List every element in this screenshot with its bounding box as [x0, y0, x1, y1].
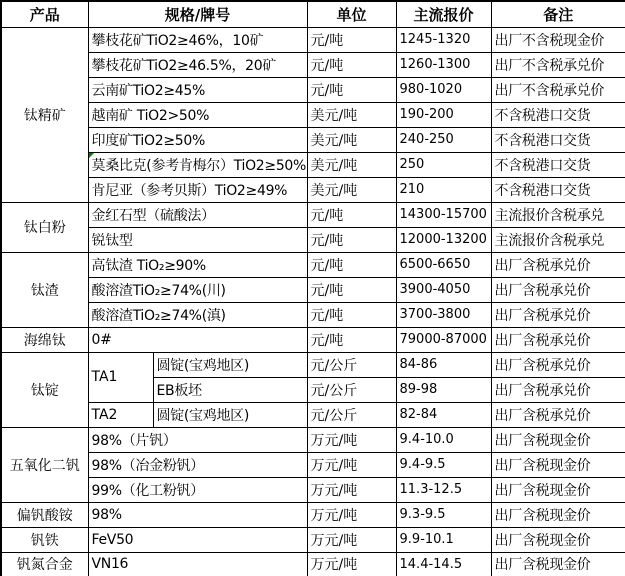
cell-unit: 元/公斤	[307, 402, 396, 427]
cell-note: 主流报价含税承兑	[491, 227, 625, 252]
cell-unit: 万元/吨	[307, 452, 396, 477]
table-row	[1, 52, 625, 77]
table-row	[1, 252, 625, 277]
cell-unit: 元/吨	[307, 252, 396, 277]
cell-note: 出厂含税承兑价	[491, 302, 625, 327]
table-row	[1, 427, 625, 452]
cell-spec: 攀枝花矿TiO2≥46%，10矿	[88, 27, 307, 52]
cell-grade: TA1	[88, 352, 153, 402]
cell-price: 980-1020	[396, 77, 491, 102]
table-row	[1, 102, 625, 127]
table-row	[1, 177, 625, 202]
cell-spec: 金红石型（硫酸法）	[88, 202, 307, 227]
cell-note: 出厂含税承兑价	[491, 402, 625, 427]
cell-unit: 美元/吨	[307, 152, 396, 177]
cell-spec: 攀枝花矿TiO2≥46.5%，20矿	[88, 52, 307, 77]
header-spec: 规格/牌号	[88, 1, 307, 27]
cell-note: 出厂含税现金价	[491, 552, 625, 576]
cell-note: 不含税港口交货	[491, 152, 625, 177]
table-row	[1, 452, 625, 477]
cell-price: 9.9-10.1	[396, 527, 491, 552]
cell-product-group: 海绵钛	[1, 327, 88, 352]
cell-product-group: 钒铁	[1, 527, 88, 552]
cell-note: 出厂不含税承兑价	[491, 77, 625, 102]
cell-price: 240-250	[396, 127, 491, 152]
table-row	[1, 502, 625, 527]
cell-product-group: 钛锭	[1, 352, 88, 427]
cell-note: 主流报价含税承兑	[491, 202, 625, 227]
cell-price: 210	[396, 177, 491, 202]
table-row	[1, 27, 625, 52]
cell-price: 9.3-9.5	[396, 502, 491, 527]
cell-unit: 元/公斤	[307, 352, 396, 377]
cell-note: 出厂不含税承兑价	[491, 52, 625, 77]
cell-price: 12000-13200	[396, 227, 491, 252]
cell-note: 出厂含税承兑价	[491, 277, 625, 302]
cell-unit: 万元/吨	[307, 552, 396, 576]
cell-unit: 元/吨	[307, 327, 396, 352]
error-flag-triangle	[89, 153, 94, 158]
cell-price: 1245-1320	[396, 27, 491, 52]
cell-grade: TA2	[88, 402, 153, 427]
cell-unit: 元/吨	[307, 302, 396, 327]
cell-price: 11.3-12.5	[396, 477, 491, 502]
cell-unit: 元/吨	[307, 277, 396, 302]
table-row	[1, 327, 625, 352]
cell-product-group: 钒氮合金	[1, 552, 88, 576]
table-row	[1, 302, 625, 327]
table-row	[1, 152, 625, 177]
cell-note: 不含税港口交货	[491, 177, 625, 202]
cell-price: 9.4-10.0	[396, 427, 491, 452]
cell-product-group: 钛精矿	[1, 27, 88, 202]
cell-price: 250	[396, 152, 491, 177]
cell-price: 79000-87000	[396, 327, 491, 352]
cell-price: 9.4-9.5	[396, 452, 491, 477]
cell-note: 出厂含税承兑价	[491, 327, 625, 352]
table-row	[1, 277, 625, 302]
cell-spec: 圆锭(宝鸡地区)	[153, 402, 307, 427]
table-row	[1, 77, 625, 102]
header-unit: 单位	[307, 1, 396, 27]
cell-note: 出厂含税现金价	[491, 452, 625, 477]
cell-price: 89-98	[396, 377, 491, 402]
cell-spec: 98%	[88, 502, 307, 527]
cell-unit: 元/吨	[307, 52, 396, 77]
cell-spec: VN16	[88, 552, 307, 576]
cell-spec: 圆锭(宝鸡地区)	[153, 352, 307, 377]
cell-spec: 印度矿TiO2≥50%	[88, 127, 307, 152]
cell-note: 不含税港口交货	[491, 127, 625, 152]
cell-price: 3700-3800	[396, 302, 491, 327]
table-row	[1, 127, 625, 152]
cell-note: 出厂含税承兑价	[491, 352, 625, 377]
cell-spec: 98%（片钒）	[88, 427, 307, 452]
cell-note: 出厂含税现金价	[491, 527, 625, 552]
table-row	[1, 402, 625, 427]
header-price: 主流报价	[396, 1, 491, 27]
cell-price: 190-200	[396, 102, 491, 127]
cell-note: 出厂不含税现金价	[491, 27, 625, 52]
cell-note: 出厂含税现金价	[491, 502, 625, 527]
cell-product-group: 钛白粉	[1, 202, 88, 252]
cell-spec: 99%（化工粉钒）	[88, 477, 307, 502]
cell-spec: 0#	[88, 327, 307, 352]
table-row	[1, 552, 625, 576]
cell-spec: FeV50	[88, 527, 307, 552]
cell-spec: 酸溶渣TiO₂≥74%(川)	[88, 277, 307, 302]
cell-unit: 万元/吨	[307, 427, 396, 452]
cell-unit: 元/吨	[307, 202, 396, 227]
table-row	[1, 227, 625, 252]
cell-unit: 元/吨	[307, 227, 396, 252]
header-note: 备注	[491, 1, 625, 27]
cell-price: 6500-6650	[396, 252, 491, 277]
cell-price: 3900-4050	[396, 277, 491, 302]
cell-price: 82-84	[396, 402, 491, 427]
table-row	[1, 352, 625, 377]
cell-spec: 锐钛型	[88, 227, 307, 252]
cell-unit: 万元/吨	[307, 477, 396, 502]
cell-unit: 元/公斤	[307, 377, 396, 402]
table-row	[1, 477, 625, 502]
cell-note: 出厂含税承兑价	[491, 252, 625, 277]
cell-spec: 高钛渣 TiO₂≥90%	[88, 252, 307, 277]
cell-spec: 酸溶渣TiO₂≥74%(滇)	[88, 302, 307, 327]
cell-note: 出厂含税现金价	[491, 427, 625, 452]
cell-spec: 越南矿 TiO2>50%	[88, 102, 307, 127]
cell-unit: 美元/吨	[307, 177, 396, 202]
cell-spec: 肯尼亚（参考贝斯）TiO2≥49%	[88, 177, 307, 202]
table-row	[1, 527, 625, 552]
cell-price: 14300-15700	[396, 202, 491, 227]
cell-spec: EB板坯	[153, 377, 307, 402]
cell-unit: 元/吨	[307, 77, 396, 102]
cell-unit: 美元/吨	[307, 102, 396, 127]
cell-price: 14.4-14.5	[396, 552, 491, 576]
header-product: 产品	[1, 1, 88, 27]
cell-product-group: 钛渣	[1, 252, 88, 327]
cell-unit: 万元/吨	[307, 502, 396, 527]
cell-spec: 云南矿TiO2≥45%	[88, 77, 307, 102]
cell-note: 出厂含税现金价	[491, 477, 625, 502]
cell-spec-text: 莫桑比克(参考肯梅尔）TiO2≥50%	[91, 157, 307, 174]
cell-price: 1260-1300	[396, 52, 491, 77]
cell-note: 出厂含税承兑价	[491, 377, 625, 402]
cell-note: 不含税港口交货	[491, 102, 625, 127]
cell-spec: 98%（冶金粉钒）	[88, 452, 307, 477]
cell-product-group: 五氧化二钒	[1, 427, 88, 502]
cell-unit: 万元/吨	[307, 527, 396, 552]
cell-unit: 元/吨	[307, 27, 396, 52]
cell-price: 84-86	[396, 352, 491, 377]
cell-product-group: 偏钒酸铵	[1, 502, 88, 527]
header-row	[1, 1, 625, 27]
cell-unit: 美元/吨	[307, 127, 396, 152]
cell-spec	[88, 152, 307, 177]
table-row	[1, 202, 625, 227]
